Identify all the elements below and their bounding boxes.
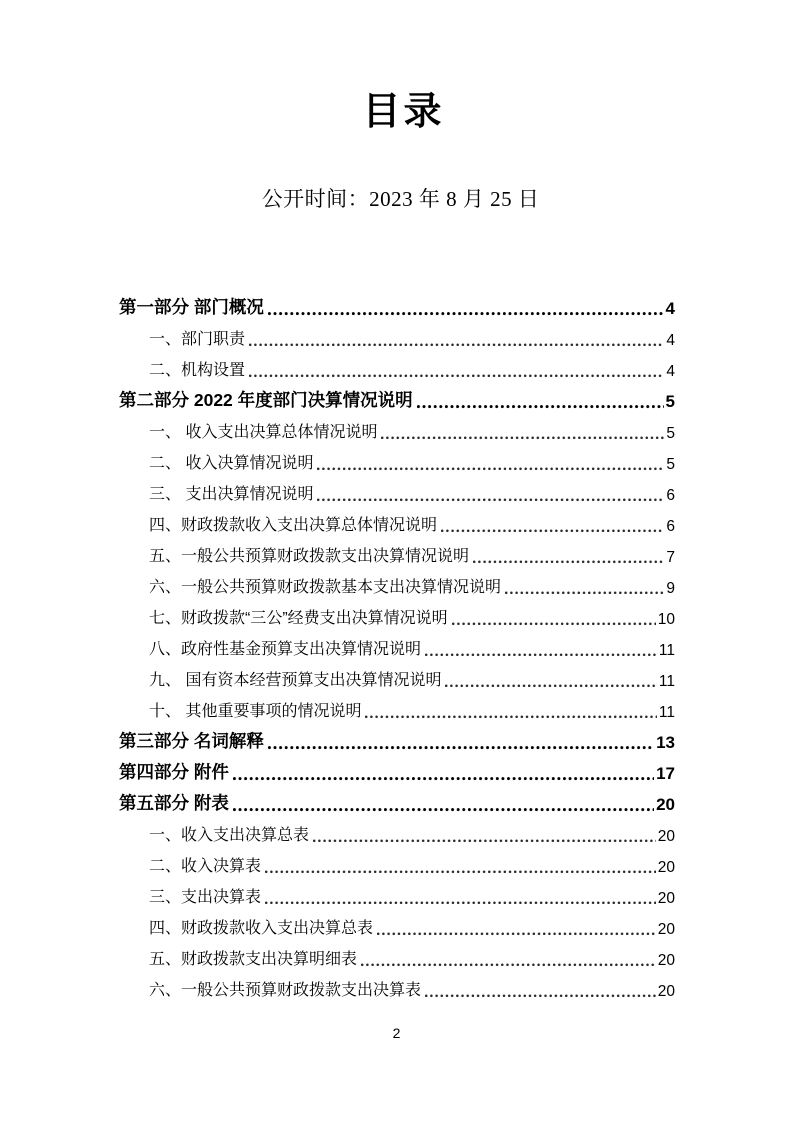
toc-entry-label: 三、支出决算表 [149,888,262,906]
toc-entry[interactable] [119,598,675,629]
toc-entry-label: 三、 支出决算情况说明 [149,485,314,503]
toc-entry-page: 4 [665,298,675,318]
toc-dot-leader [249,338,664,348]
toc-entry-label: 八、政府性基金预算支出决算情况说明 [149,640,422,658]
toc-dot-leader [377,927,656,937]
toc-entry-label: 五、财政拨款支出决算明细表 [149,950,358,968]
toc-dot-leader [265,865,656,875]
toc-entry-page: 20 [657,951,675,969]
toc-entry[interactable] [119,474,675,505]
toc-entry-label: 一、部门职责 [149,330,246,348]
toc-entry-label: 第五部分 附表 [119,793,229,814]
toc-entry[interactable] [119,567,675,598]
toc-dot-leader [425,989,656,999]
toc-entry-label: 四、财政拨款收入支出决算总体情况说明 [149,516,438,534]
toc-entry-label: 二、机构设置 [149,361,246,379]
toc-dot-leader [268,307,664,317]
toc-entry-label: 十、 其他重要事项的情况说明 [149,702,362,720]
toc-dot-leader [268,741,654,751]
toc-dot-leader [505,586,664,596]
toc-entry-page: 20 [656,794,675,814]
toc-entry-page: 9 [666,579,675,597]
page-title: 目录 [362,91,445,133]
toc-dot-leader [381,431,664,441]
toc-entry[interactable] [119,877,675,908]
toc-dot-leader [425,648,657,658]
toc-entry-label: 五、一般公共预算财政拨款支出决算情况说明 [149,547,470,565]
toc-entry-label: 九、 国有资本经营预算支出决算情况说明 [149,671,442,689]
toc-entry-label: 第二部分 2022 年度部门决算情况说明 [119,390,413,411]
toc-entry[interactable] [119,288,675,319]
toc-dot-leader [441,524,664,534]
toc-entry-page: 6 [666,517,675,535]
toc-entry-page: 17 [656,763,675,783]
toc-dot-leader [233,772,654,782]
toc-entry-page: 7 [666,548,675,566]
toc-entry-label: 六、一般公共预算财政拨款支出决算表 [149,981,422,999]
toc-entry[interactable] [119,629,675,660]
toc-entry[interactable] [119,505,675,536]
toc-entry[interactable] [119,753,675,784]
toc-entry-page: 5 [666,455,675,473]
toc-entry-page: 11 [658,641,675,659]
toc-entry[interactable] [119,691,675,722]
toc-entry-label: 四、财政拨款收入支出决算总表 [149,919,374,937]
toc-entry[interactable] [119,381,675,412]
toc-entry-label: 第四部分 附件 [119,762,229,783]
toc-entry-label: 第一部分 部门概况 [119,297,264,318]
toc-dot-leader [249,369,664,379]
toc-entry-page: 5 [666,424,675,442]
table-of-contents [119,288,675,1001]
toc-entry[interactable] [119,846,675,877]
toc-entry-page: 11 [658,703,675,721]
publish-date-line: 公开时间：2023 年 8 月 25 日 [261,186,540,211]
toc-entry-page: 6 [666,486,675,504]
toc-entry-page: 20 [657,982,675,1000]
toc-entry[interactable] [119,939,675,970]
toc-dot-leader [317,462,664,472]
toc-entry-page: 13 [656,732,675,752]
toc-dot-leader [445,679,656,689]
toc-entry-page: 20 [657,858,675,876]
toc-entry[interactable] [119,908,675,939]
toc-entry-page: 20 [657,920,675,938]
page-footer [0,1025,793,1041]
toc-entry-page: 4 [666,362,675,380]
toc-entry-label: 七、财政拨款“三公”经费支出决算情况说明 [149,609,448,627]
toc-entry[interactable] [119,443,675,474]
toc-entry[interactable] [119,722,675,753]
page-number: 2 [392,1025,401,1041]
toc-dot-leader [473,555,664,565]
toc-entry-label: 第三部分 名词解释 [119,731,264,752]
toc-dot-leader [313,834,656,844]
toc-entry-page: 10 [657,610,675,628]
toc-entry[interactable] [119,536,675,567]
toc-entry-label: 一、 收入支出决算总体情况说明 [149,423,378,441]
toc-entry[interactable] [119,350,675,381]
toc-entry[interactable] [119,970,675,1001]
toc-entry-page: 4 [666,331,675,349]
toc-entry[interactable] [119,319,675,350]
toc-entry-page: 5 [665,391,675,411]
toc-dot-leader [265,896,656,906]
toc-entry[interactable] [119,784,675,815]
toc-entry-label: 二、 收入决算情况说明 [149,454,314,472]
toc-entry-page: 11 [658,672,675,690]
toc-entry[interactable] [119,660,675,691]
toc-entry[interactable] [119,412,675,443]
toc-entry-label: 二、收入决算表 [149,857,262,875]
toc-dot-leader [417,400,664,410]
toc-dot-leader [365,710,656,720]
toc-dot-leader [317,493,664,503]
toc-dot-leader [233,803,654,813]
toc-entry-page: 20 [657,827,675,845]
toc-entry[interactable] [119,815,675,846]
toc-entry-label: 一、收入支出决算总表 [149,826,310,844]
toc-entry-label: 六、一般公共预算财政拨款基本支出决算情况说明 [149,578,502,596]
toc-dot-leader [361,958,656,968]
toc-entry-page: 20 [657,889,675,907]
toc-dot-leader [452,617,656,627]
